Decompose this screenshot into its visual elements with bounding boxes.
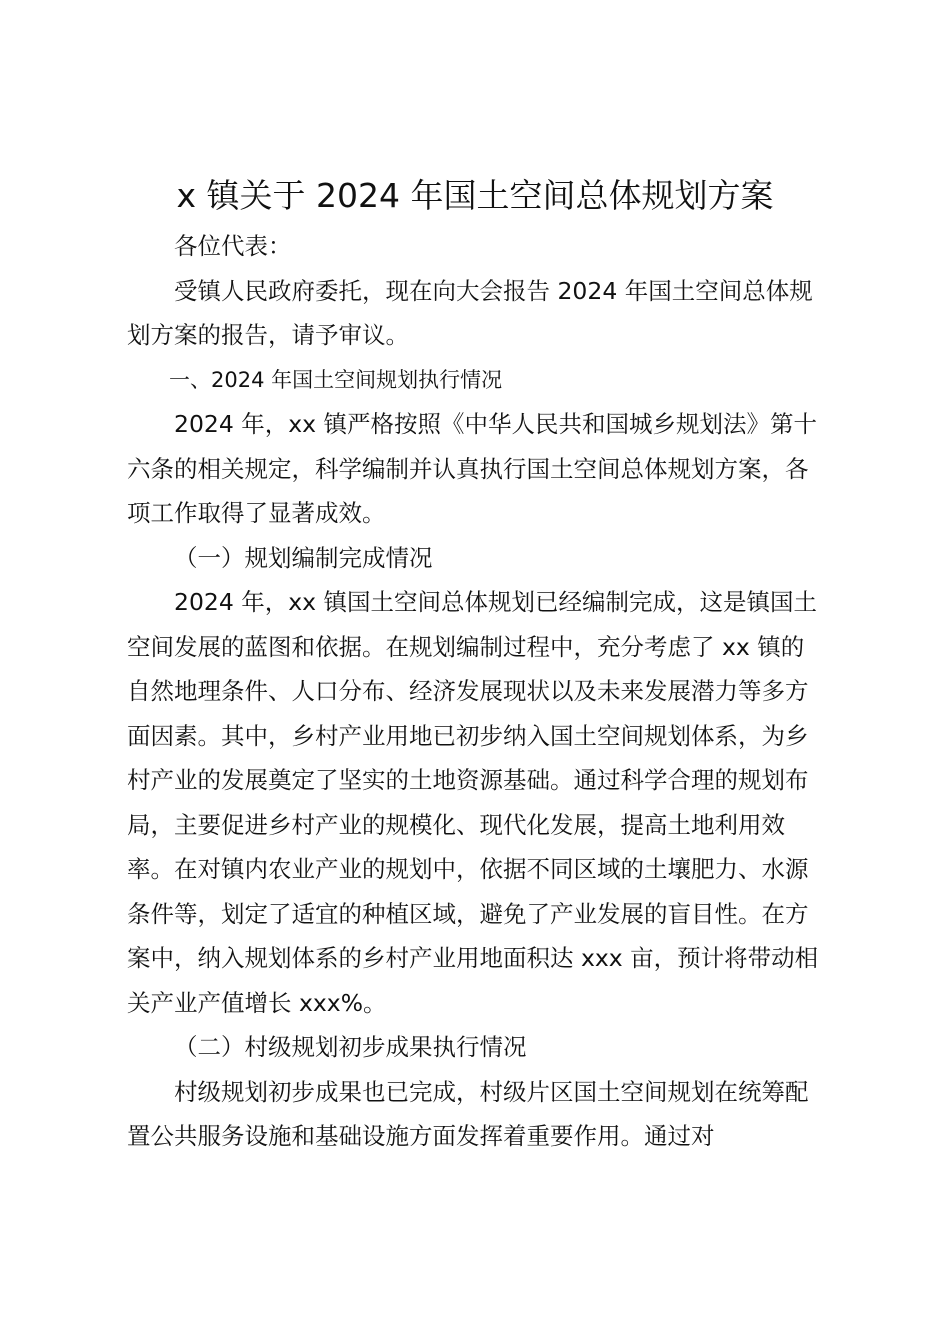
intro-paragraph: 受镇人民政府委托，现在向大会报告 2024 年国土空间总体规划方案的报告，请予审议。 (127, 276, 813, 349)
section-heading-1: 一、2024 年国土空间规划执行情况 (169, 367, 503, 392)
subsection-heading-1: （一）规划编制完成情况 (174, 543, 433, 572)
subsection-2-paragraph: 村级规划初步成果也已完成，村级片区国土空间规划在统筹配置公共服务设施和基础设施方面发挥着重要作用。通过对 (127, 1077, 809, 1150)
document-title: x 镇关于 2024 年国土空间总体规划方案 (176, 176, 774, 215)
salutation: 各位代表： (174, 232, 292, 260)
subsection-1-paragraph: 2024 年，xx 镇国土空间总体规划已经编制完成，这是镇国土空间发展的蓝图和依据。在规划编制过程中，充分考虑了 xx 镇的自然地理条件、人口分布、经济发展现状以及未来发展潜力等多方面因素。其中，乡村产业用地已初步纳入国土空间规划体系，为乡村产业的发展奠定了坚实的土地资源基础。通过科学合理的规划布局，主要促进乡村产业的规模化、现代化发展，提高土地利用效率。在对镇内农业产业的规划中，依据不同区域的土壤肥力、水源条件等，划定了适宜的种植区域，避免了产业发展的盲目性。在方案中，纳入规划体系的乡村产业用地面积达 xxx 亩，预计将带动相关产业产值增长 xxx%。 (127, 588, 819, 1017)
section-1-paragraph: 2024 年，xx 镇严格按照《中华人民共和国城乡规划法》第十六条的相关规定，科学编制并认真执行国土空间总体规划方案，各项工作取得了显著成效。 (127, 410, 818, 527)
subsection-heading-2: （二）村级规划初步成果执行情况 (174, 1033, 527, 1061)
document-body (127, 224, 827, 1159)
